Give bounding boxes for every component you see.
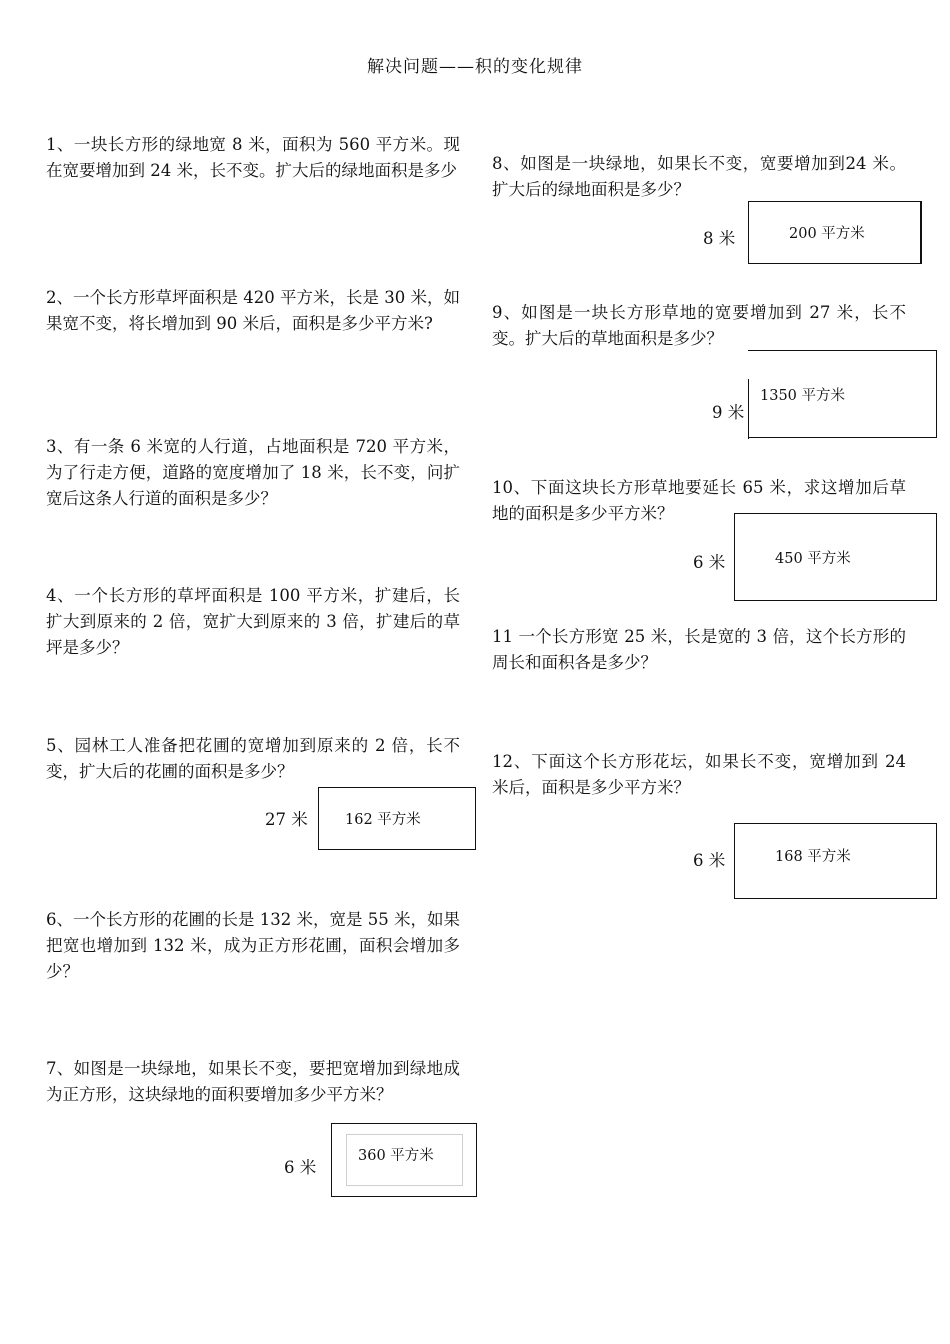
question-9-area-label: 1350 平方米 (760, 388, 846, 404)
question-9-left-edge (748, 379, 749, 439)
question-8-area-label: 200 平方米 (789, 226, 865, 242)
question-5-area-label: 162 平方米 (345, 812, 421, 828)
question-5: 5、园林工人准备把花圃的宽增加到原来的 2 倍，长不变，扩大后的花圃的面积是多少？ (46, 736, 460, 781)
question-8-figure (748, 201, 922, 264)
question-12: 12、下面这个长方形花坛，如果长不变，宽增加到 24 米后，面积是多少平方米？ (492, 752, 906, 797)
question-3: 3、有一条 6 米宽的人行道，占地面积是 720 平方米，为了行走方便，道路的宽度增加了 18 米，长不变，问扩宽后这条人行道的面积是多少？ (46, 437, 460, 508)
question-7-area-label: 360 平方米 (358, 1148, 434, 1164)
question-6: 6、一个长方形的花圃的长是 132 米，宽是 55 米，如果把宽也增加到 132 米，成为正方形花圃，面积会增加多少？ (46, 910, 460, 981)
question-12-area-label: 168 平方米 (775, 849, 851, 865)
question-2: 2、一个长方形草坪面积是 420 平方米，长是 30 米，如果宽不变，将长增加到 90 米后，面积是多少平方米? (46, 288, 460, 333)
question-12-side-label: 6 米 (693, 851, 726, 870)
question-10-area-label: 450 平方米 (775, 551, 851, 567)
question-12-figure (734, 823, 937, 899)
question-8-side-label: 8 米 (703, 229, 736, 248)
question-4: 4、一个长方形的草坪面积是 100 平方米，扩建后，长扩大到原来的 2 倍，宽扩大到原来的 3 倍，扩建后的草坪是多少？ (46, 586, 460, 657)
question-10-figure (734, 513, 937, 601)
question-9-figure (748, 350, 937, 438)
question-5-side-label: 27 米 (265, 810, 308, 829)
question-7: 7、如图是一块绿地，如果长不变，要把宽增加到绿地成为正方形，这块绿地的面积要增加多少平方米？ (46, 1059, 460, 1104)
question-10-side-label: 6 米 (693, 553, 726, 572)
question-5-figure (318, 787, 476, 850)
question-11: 11 一个长方形宽 25 米，长是宽的 3 倍，这个长方形的周长和面积各是多少？ (492, 627, 906, 672)
question-10: 10、下面这块长方形草地要延长 65 米，求这增加后草地的面积是多少平方米？ (492, 478, 906, 523)
question-8: 8、如图是一块绿地，如果长不变，宽要增加到24 米。扩大后的绿地面积是多少？ (492, 154, 906, 199)
question-9: 9、如图是一块长方形草地的宽要增加到 27 米，长不变。扩大后的草地面积是多少？ (492, 303, 906, 348)
question-7-figure (331, 1123, 477, 1197)
question-9-side-label: 9 米 (712, 403, 745, 422)
question-7-side-label: 6 米 (284, 1158, 317, 1177)
question-1: 1、一块长方形的绿地宽 8 米，面积为 560 平方米。现在宽要增加到 24 米，长不变。扩大后的绿地面积是多少 (46, 135, 460, 180)
page-title: 解决问题——积的变化规律 (367, 57, 583, 77)
